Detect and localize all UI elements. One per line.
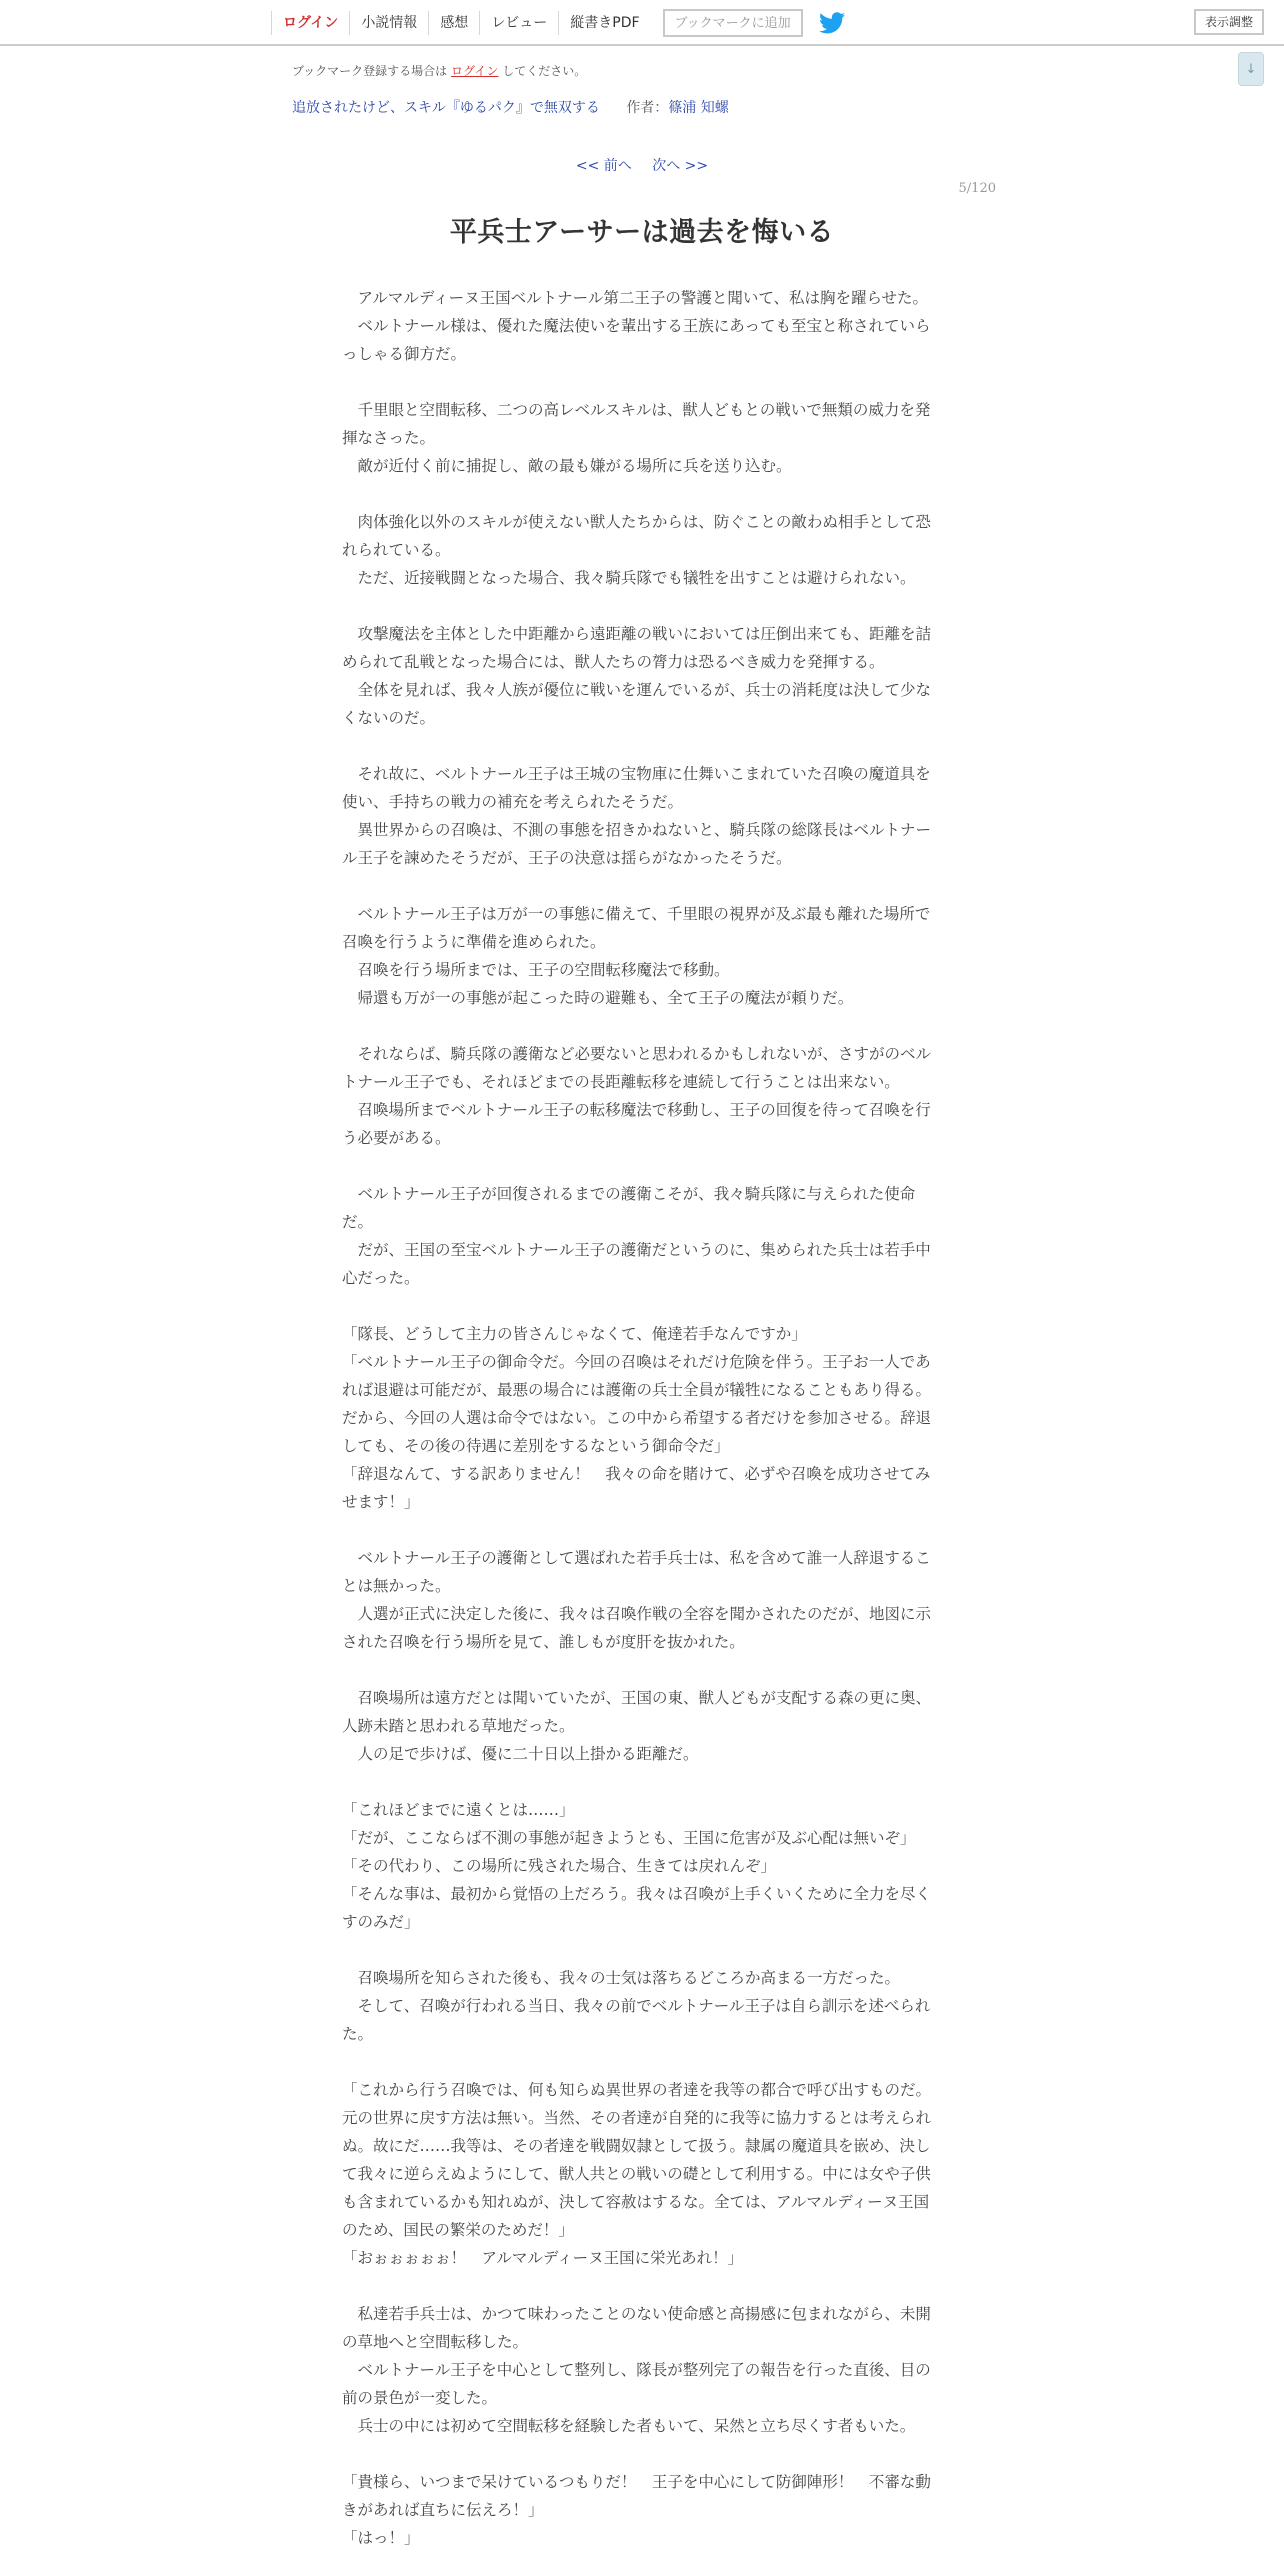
chapter-number: 5/120 [958, 181, 996, 196]
blank-line [342, 592, 942, 620]
novel-title-link[interactable]: 追放されたけど、スキル『ゆるパク』で無双する [292, 100, 600, 116]
nav-login-link[interactable]: ログイン [271, 11, 349, 35]
body-paragraph: ベルトナール王子の護衛として選ばれた若手兵士は、私を含めて誰一人辞退することは無かった。 [342, 1549, 931, 1595]
body-paragraph: ベルトナール様は、優れた魔法使いを輩出する王族にあっても至宝と称されていらっしゃる御方だ。 [342, 317, 931, 363]
body-paragraph: 攻撃魔法を主体とした中距離から遠距離の戦いにおいては圧倒出来ても、距離を詰められて乱戦となった場合には、獣人たちの膂力は恐るべき威力を発揮する。 [342, 625, 932, 671]
body-paragraph: 「おぉぉぉぉぉ！ アルマルディーヌ王国に栄光あれ！」 [342, 2249, 744, 2267]
body-paragraph: 肉体強化以外のスキルが使えない獣人たちからは、防ぐことの敵わぬ相手として恐れられている。 [342, 513, 931, 559]
body-paragraph: 「はっ！」 [342, 2529, 420, 2547]
blank-line [342, 2272, 942, 2300]
bookmark-login-note [292, 62, 586, 79]
body-paragraph: 召喚場所は遠方だとは聞いていたが、王国の東、獣人どもが支配する森の更に奥、人跡未踏と思われる草地だった。 [342, 1689, 932, 1735]
body-paragraph: 召喚場所までベルトナール王子の転移魔法で移動し、王子の回復を待って召喚を行う必要がある。 [342, 1101, 931, 1147]
body-paragraph: 「これから行う召喚では、何も知らぬ異世界の者達を我等の都合で呼び出すものだ。元の世界に戻す方法は無い。当然、その者達が自発的に我等に協力するとは考えられぬ。故にだ……我等は、その者達を戦闘奴隷として扱う。隷属の魔道具を嵌め、決して我々に逆らえぬようにして、獣人共との戦いの礎として利用する。中には女や子供も含まれているかも知れぬが、決して容赦はするな。全ては、アルマルディーヌ王国のため、国民の繁栄のためだ！」 [342, 2081, 932, 2239]
author-label: 作者： [626, 100, 669, 116]
body-paragraph: だが、王国の至宝ベルトナール王子の護衛だというのに、集められた兵士は若手中心だった。 [342, 1241, 931, 1287]
body-paragraph: 「貴様ら、いつまで呆けているつもりだ！ 王子を中心にして防御陣形！ 不審な動きがあれば直ちに伝えろ！」 [342, 2473, 931, 2519]
next-chapter-link[interactable]: 次へ >> [652, 158, 709, 174]
nav-impressions-link[interactable]: 感想 [428, 11, 479, 35]
body-paragraph: ベルトナール王子が回復されるまでの護衛こそが、我々騎兵隊に与えられた使命だ。 [342, 1185, 916, 1231]
blank-line [342, 732, 942, 760]
chapter-title: 平兵士アーサーは過去を悔いる [449, 217, 835, 248]
body-paragraph: ベルトナール王子を中心として整列し、隊長が整列完了の報告を行った直後、目の前の景色が一変した。 [342, 2361, 931, 2407]
author-name-link[interactable]: 篠浦 知螺 [668, 100, 729, 116]
nav-menu [271, 0, 845, 46]
novel-body-text [342, 284, 942, 2552]
add-bookmark-button[interactable]: ブックマークに追加 [663, 9, 803, 37]
blank-line [342, 368, 942, 396]
body-paragraph: 千里眼と空間転移、二つの高レベルスキルは、獣人どもとの戦いで無類の威力を発揮なさった。 [342, 401, 931, 447]
login-note-suffix: してください。 [502, 64, 587, 78]
body-paragraph: 全体を見れば、我々人族が優位に戦いを運んでいるが、兵士の消耗度は決して少なくないのだ。 [342, 681, 932, 727]
blank-line [342, 1012, 942, 1040]
blank-line [342, 2048, 942, 2076]
body-paragraph: 異世界からの召喚は、不測の事態を招きかねないと、騎兵隊の総隊長はベルトナール王子を諫めたそうだが、王子の決意は揺らがなかったそうだ。 [342, 821, 932, 867]
blank-line [342, 1152, 942, 1180]
blank-line [342, 1656, 942, 1684]
display-settings-button[interactable]: 表示調整 [1194, 9, 1264, 35]
body-paragraph: 人選が正式に決定した後に、我々は召喚作戦の全容を聞かされたのだが、地図に示された召喚を行う場所を見て、誰しもが度肝を抜かれた。 [342, 1605, 932, 1651]
login-note-prefix: ブックマーク登録する場合は [292, 64, 448, 78]
nav-novel-info-link[interactable]: 小説情報 [349, 11, 428, 35]
novel-info-line [292, 97, 729, 117]
body-paragraph: ベルトナール王子は万が一の事態に備えて、千里眼の視界が及ぶ最も離れた場所で召喚を行うように準備を進められた。 [342, 905, 931, 951]
body-paragraph: 召喚場所を知らされた後も、我々の士気は落ちるどころか高まる一方だった。 [342, 1969, 901, 1987]
body-paragraph: 「だが、ここならば不測の事態が起きようとも、王国に危害が及ぶ心配は無いぞ」 [342, 1829, 916, 1847]
body-paragraph: 兵士の中には初めて空間転移を経験した者もいて、呆然と立ち尽くす者もいた。 [342, 2417, 916, 2435]
blank-line [342, 872, 942, 900]
body-paragraph: 「隊長、どうして主力の皆さんじゃなくて、俺達若手なんですか」 [342, 1325, 807, 1343]
blank-line [342, 1768, 942, 1796]
body-paragraph: 「辞退なんて、する訳ありません！ 我々の命を賭けて、必ずや召喚を成功させてみせます！」 [342, 1465, 931, 1511]
twitter-icon[interactable] [819, 12, 845, 34]
body-paragraph: 「そんな事は、最初から覚悟の上だろう。我々は召喚が上手くいくために全力を尽くすのみだ」 [342, 1885, 932, 1931]
body-paragraph: 「ベルトナール王子の御命令だ。今回の召喚はそれだけ危険を伴う。王子お一人であれば退避は可能だが、最悪の場合には護衛の兵士全員が犠牲になることもあり得る。だから、今回の人選は命令ではない。この中から希望する者だけを参加させる。辞退しても、その後の待遇に差別をするなという御命令だ」 [342, 1353, 932, 1455]
login-note-link[interactable]: ログイン [451, 64, 499, 78]
prev-chapter-link[interactable]: << 前へ [575, 158, 632, 174]
body-paragraph: 帰還も万が一の事態が起こった時の避難も、全て王子の魔法が頼りだ。 [342, 989, 854, 1007]
body-paragraph: そして、召喚が行われる当日、我々の前でベルトナール王子は自ら訓示を述べられた。 [342, 1997, 931, 2043]
body-paragraph: 「これほどまでに遠くとは……」 [342, 1801, 575, 1819]
chapter-pager [0, 155, 1284, 175]
body-paragraph: アルマルディーヌ王国ベルトナール第二王子の警護と聞いて、私は胸を躍らせた。 [342, 289, 929, 307]
body-paragraph: 「その代わり、この場所に残された場合、生きては戻れんぞ」 [342, 1857, 777, 1875]
top-navigation-bar [0, 0, 1284, 46]
body-paragraph: それならば、騎兵隊の護衛など必要ないと思われるかもしれないが、さすがのベルトナール王子でも、それほどまでの長距離転移を連続して行うことは出来ない。 [342, 1045, 932, 1091]
nav-vertical-pdf-link[interactable]: 縦書きPDF [558, 11, 650, 35]
body-paragraph: 敵が近付く前に捕捉し、敵の最も嫌がる場所に兵を送り込む。 [342, 457, 792, 475]
blank-line [342, 480, 942, 508]
body-paragraph: 私達若手兵士は、かつて味わったことのない使命感と高揚感に包まれながら、未開の草地へと空間転移した。 [342, 2305, 931, 2351]
body-paragraph: 召喚を行う場所までは、王子の空間転移魔法で移動。 [342, 961, 730, 979]
blank-line [342, 2440, 942, 2468]
blank-line [342, 1516, 942, 1544]
scroll-down-button[interactable]: ↓ [1238, 52, 1264, 86]
body-paragraph: ただ、近接戦闘となった場合、我々騎兵隊でも犠牲を出すことは避けられない。 [342, 569, 916, 587]
blank-line [342, 1936, 942, 1964]
body-paragraph: 人の足で歩けば、優に二十日以上掛かる距離だ。 [342, 1745, 699, 1763]
nav-review-link[interactable]: レビュー [479, 11, 558, 35]
body-paragraph: それ故に、ベルトナール王子は王城の宝物庫に仕舞いこまれていた召喚の魔道具を使い、手持ちの戦力の補充を考えられたそうだ。 [342, 765, 931, 811]
blank-line [342, 1292, 942, 1320]
